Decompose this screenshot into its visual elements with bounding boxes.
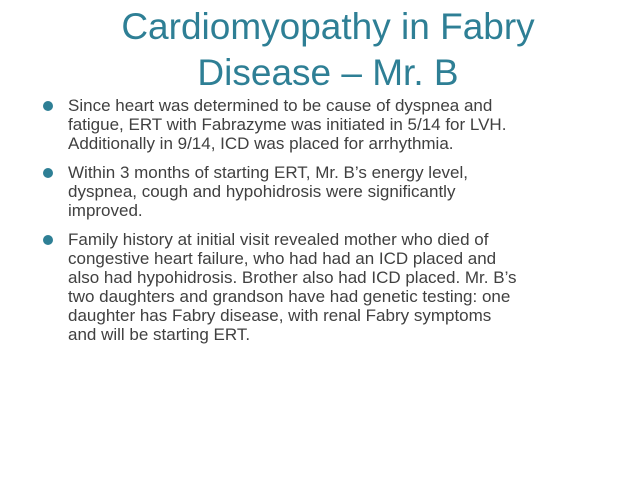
slide-title-line: Cardiomyopathy in Fabry [121, 6, 535, 47]
bullet-dot-icon [43, 235, 53, 245]
bullet-text-line: daughter has Fabry disease, with renal Fabry symptoms [68, 306, 492, 325]
bullet-item [0, 96, 638, 153]
bullet-item [0, 230, 638, 344]
bullet-text-line: Since heart was determined to be cause of dyspnea and [68, 96, 493, 115]
bullet-text-line: dyspnea, cough and hypohidrosis were significantly [68, 182, 456, 201]
bullet-text-line: congestive heart failure, who had had an ICD placed and [68, 249, 497, 268]
bullet-text-line: Additionally in 9/14, ICD was placed for arrhythmia. [68, 134, 454, 153]
bullet-text-line: improved. [68, 201, 143, 220]
bullet-text-line: Family history at initial visit revealed mother who died of [68, 230, 489, 249]
slide-title [60, 4, 596, 96]
bullet-text-line: also had hypohidrosis. Brother also had ICD placed. Mr. B’s [68, 268, 517, 287]
bullet-item [0, 163, 638, 220]
bullet-text-line: and will be starting ERT. [68, 325, 251, 344]
bullet-list [0, 96, 638, 354]
bullet-text-line: Within 3 months of starting ERT, Mr. B’s energy level, [68, 163, 468, 182]
bullet-dot-icon [43, 101, 53, 111]
bullet-text-line: fatigue, ERT with Fabrazyme was initiated in 5/14 for LVH. [68, 115, 507, 134]
bullet-dot-icon [43, 168, 53, 178]
slide-title-line: Disease – Mr. B [197, 52, 459, 93]
bullet-text-line: two daughters and grandson have had genetic testing: one [68, 287, 511, 306]
